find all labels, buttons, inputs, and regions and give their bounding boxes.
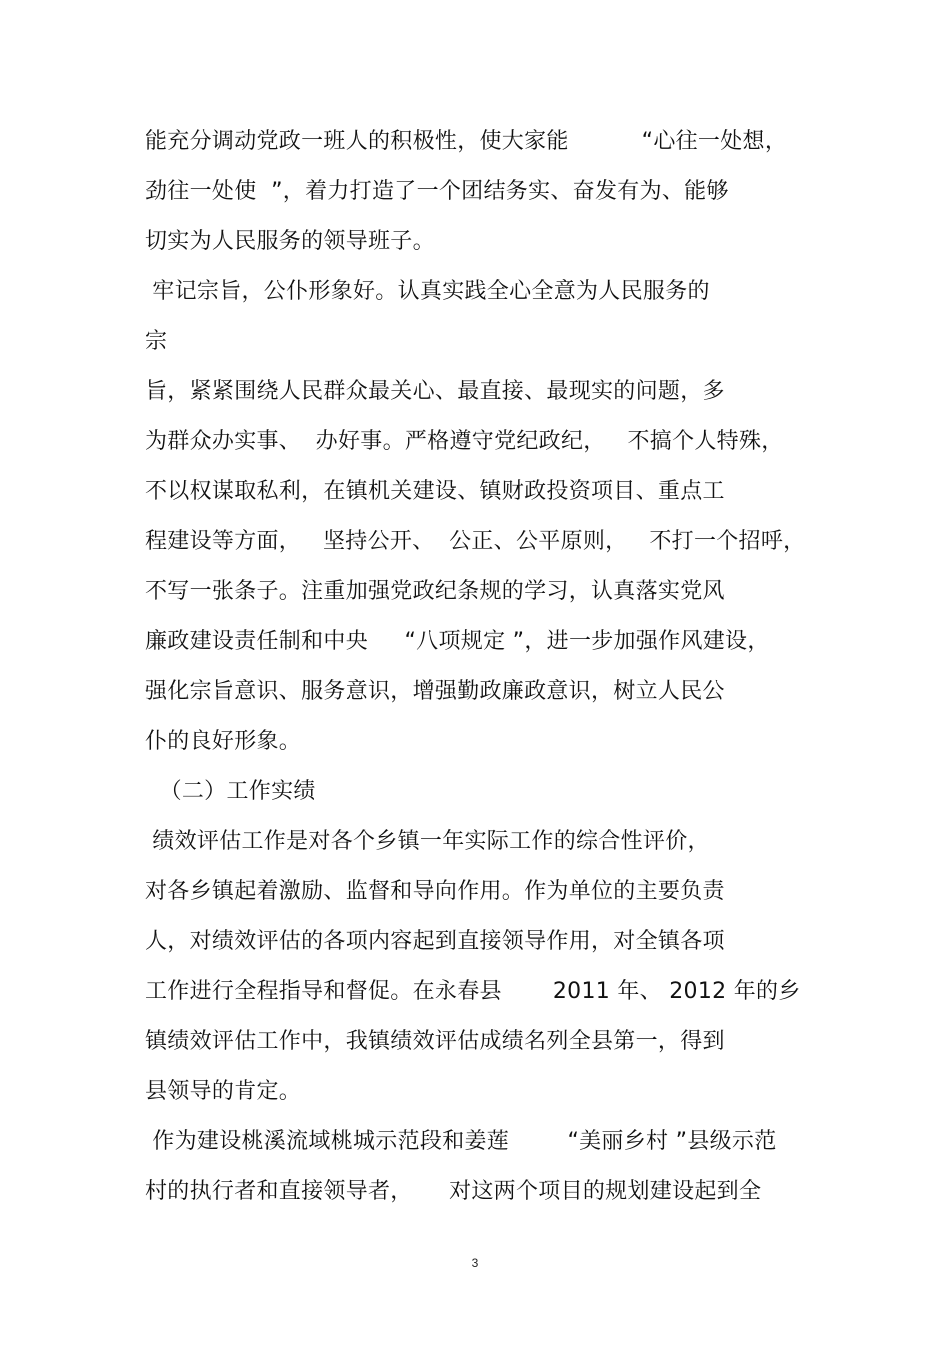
text-line: 绩效评估工作是对各个乡镇一年实际工作的综合性评价， [145,829,710,854]
text-line: 劲往一处使 ”，着力打造了一个团结务实、奋发有为、能够 [145,179,729,204]
text-line: 县领导的肯定。 [145,1079,302,1104]
page-number: 3 [471,1256,479,1270]
text-line: 作为建设桃溪流域桃城示范段和姜莲 “美丽乡村 ”县级示范 [145,1129,777,1154]
text-line: 不写一张条子。注重加强党政纪条规的学习，认真落实党风 [145,579,725,604]
text-line: 镇绩效评估工作中，我镇绩效评估成绩名列全县第一，得到 [145,1029,725,1054]
text-line: 村的执行者和直接领导者， 对这两个项目的规划建设起到全 [145,1179,762,1204]
text-line: 工作进行全程指导和督促。在永春县 2011 年、 2012 年的乡 [145,979,801,1004]
text-line: 为群众办实事、 办好事。严格遵守党纪政纪， 不搞个人特殊， [145,429,784,454]
text-line: 不以权谋取私利，在镇机关建设、镇财政投资项目、重点工 [145,479,725,504]
text-line: 对各乡镇起着激励、监督和导向作用。作为单位的主要负责 [145,879,725,904]
text-line: 强化宗旨意识、服务意识，增强勤政廉政意识，树立人民公 [145,679,725,704]
text-line: 切实为人民服务的领导班子。 [145,229,435,254]
text-line: 牢记宗旨，公仆形象好。认真实践全心全意为人民服务的 [145,279,710,304]
text-line: 旨，紧紧围绕人民群众最关心、最直接、最现实的问题，多 [145,379,725,404]
section-heading: （二）工作实绩 [145,779,316,804]
text-line: 能充分调动党政一班人的积极性，使大家能 “心往一处想， [145,129,788,154]
text-line: 程建设等方面， 坚持公开、 公正、公平原则， 不打一个招呼， [145,529,806,554]
text-line: 宗 [145,329,168,354]
text-line: 仆的良好形象。 [145,729,302,754]
text-line: 人，对绩效评估的各项内容起到直接领导作用，对全镇各项 [145,929,725,954]
text-line: 廉政建设责任制和中央 “八项规定 ”，进一步加强作风建设， [145,629,770,654]
